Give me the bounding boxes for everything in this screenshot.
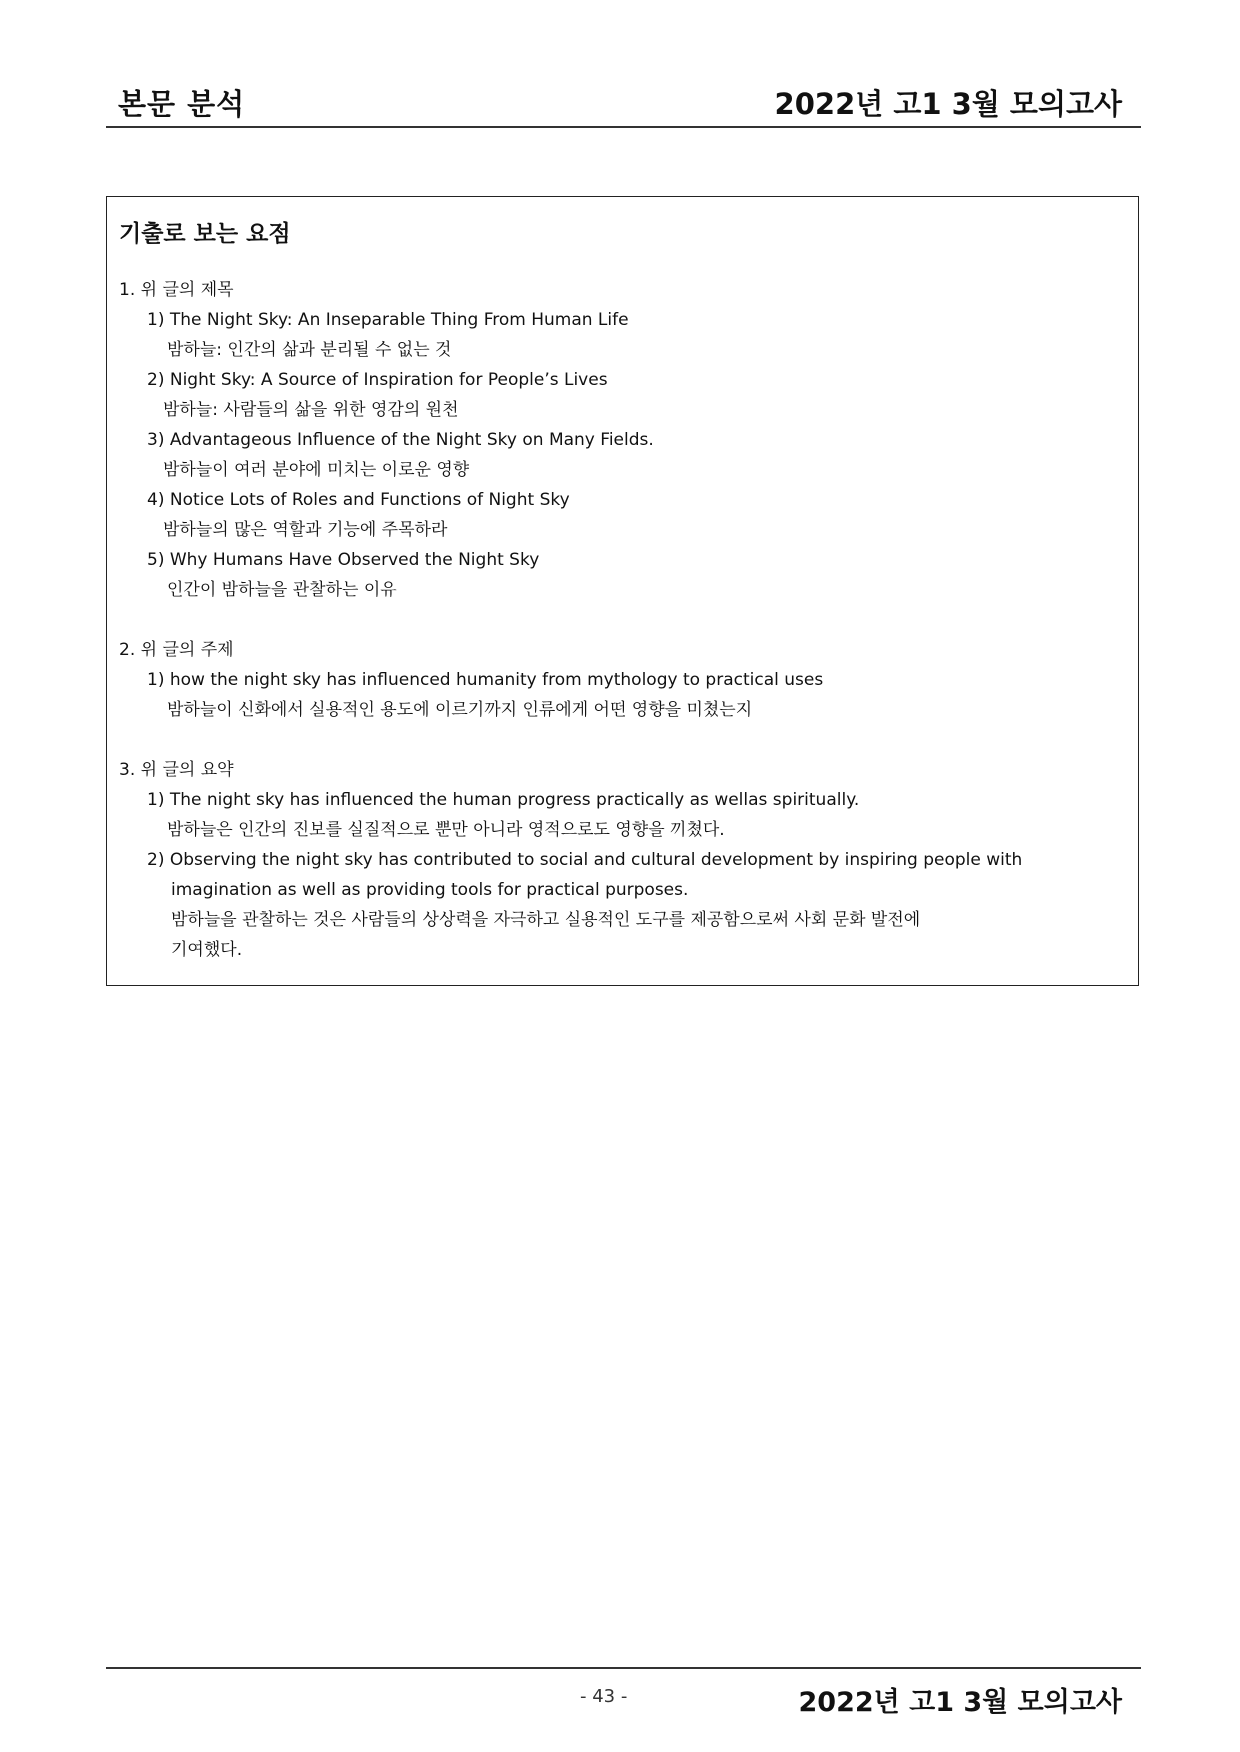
title-option-en: 4) Notice Lots of Roles and Functions of Night Sky	[147, 490, 570, 510]
summary-option-en: 2) Observing the night sky has contributed to social and cultural development by inspiring people with	[147, 850, 1023, 870]
title-option-ko: 밤하늘: 사람들의 삶을 위한 영감의 원천	[163, 400, 459, 420]
title-option-ko: 밤하늘이 여러 분야에 미치는 이로운 영향	[163, 460, 470, 480]
header-divider	[106, 126, 1141, 128]
spacer	[119, 605, 1126, 635]
section-heading-title: 1. 위 글의 제목	[119, 280, 234, 300]
summary-option-ko-continued: 기여했다.	[171, 940, 243, 960]
title-option-ko: 인간이 밤하늘을 관찰하는 이유	[167, 580, 397, 600]
key-points-box	[106, 196, 1139, 986]
summary-option-ko: 밤하늘은 인간의 진보를 실질적으로 뿐만 아니라 영적으로도 영향을 끼쳤다.	[167, 820, 725, 840]
section-heading-summary: 3. 위 글의 요약	[119, 760, 234, 780]
title-option-en: 3) Advantageous Influence of the Night Sky on Many Fields.	[147, 430, 654, 450]
section-heading-topic: 2. 위 글의 주제	[119, 640, 234, 660]
header-exam-title: 2022년 고1 3월 모의고사	[774, 87, 1122, 121]
summary-option-en-continued: imagination as well as providing tools for practical purposes.	[171, 880, 689, 900]
box-title: 기출로 보는 요점	[119, 221, 291, 247]
key-points-content	[119, 275, 1126, 965]
title-option-en: 2) Night Sky: A Source of Inspiration for People’s Lives	[147, 370, 608, 390]
summary-option-en: 1) The night sky has influenced the human progress practically as wellas spiritually.	[147, 790, 860, 810]
topic-option-ko: 밤하늘이 신화에서 실용적인 용도에 이르기까지 인류에게 어떤 영향을 미쳤는지	[167, 700, 753, 720]
title-option-en: 1) The Night Sky: An Inseparable Thing From Human Life	[147, 310, 629, 330]
title-option-ko: 밤하늘: 인간의 삶과 분리될 수 없는 것	[167, 340, 452, 360]
spacer	[119, 725, 1126, 755]
page-number: - 43 -	[580, 1686, 628, 1707]
title-option-en: 5) Why Humans Have Observed the Night Sky	[147, 550, 540, 570]
title-option-ko: 밤하늘의 많은 역할과 기능에 주목하라	[163, 520, 448, 540]
topic-option-en: 1) how the night sky has influenced humanity from mythology to practical uses	[147, 670, 824, 690]
summary-option-ko: 밤하늘을 관찰하는 것은 사람들의 상상력을 자극하고 실용적인 도구를 제공함으로써 사회 문화 발전에	[171, 910, 921, 930]
footer-exam-title: 2022년 고1 3월 모의고사	[798, 1687, 1122, 1718]
footer-divider	[106, 1667, 1141, 1669]
header-section-title: 본문 분석	[118, 87, 246, 121]
